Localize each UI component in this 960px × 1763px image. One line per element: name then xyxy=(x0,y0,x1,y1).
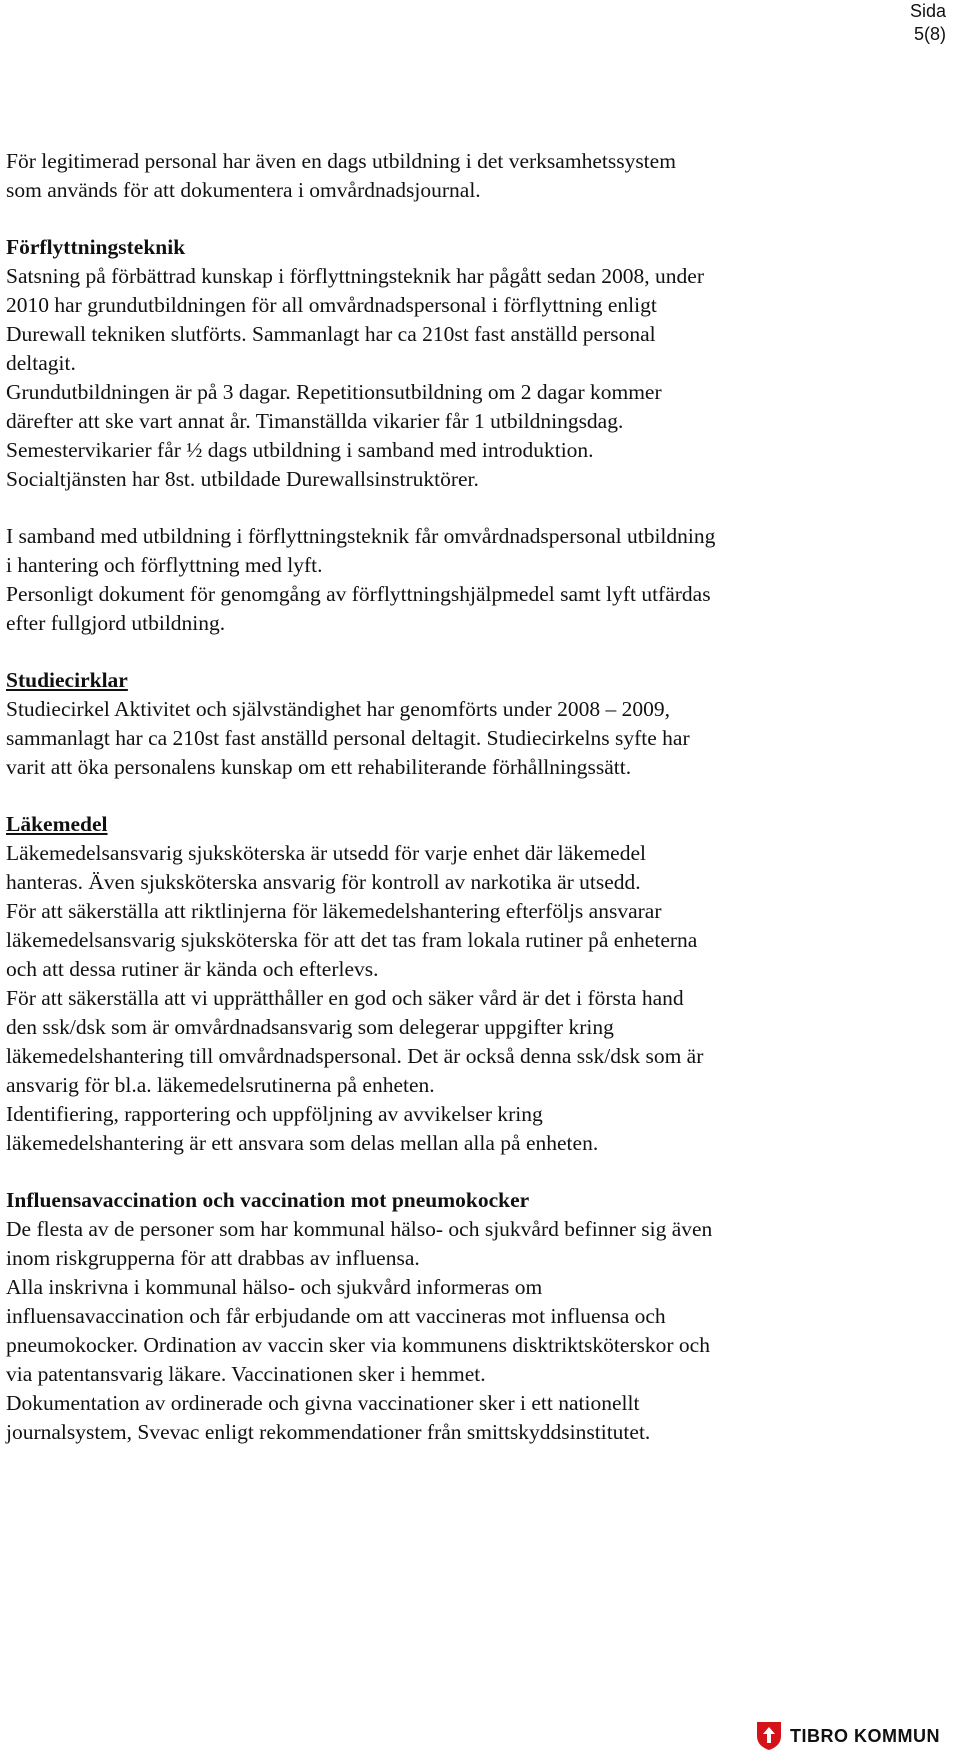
tibro-shield-icon xyxy=(756,1721,782,1751)
logo-text: TIBRO KOMMUN xyxy=(790,1725,940,1746)
text-line: För legitimerad personal har även en dags utbildning i det verksamhetssystem xyxy=(6,149,676,173)
text-line: Personligt dokument för genomgång av förflyttningshjälpmedel samt lyft utfärdas xyxy=(6,582,711,606)
section-heading: Läkemedel xyxy=(6,812,108,836)
text-line: Dokumentation av ordinerade och givna vaccinationer sker i ett nationellt xyxy=(6,1391,640,1415)
text-line: i hantering och förflyttning med lyft. xyxy=(6,553,323,577)
page-header xyxy=(910,0,946,46)
section-studiecirklar xyxy=(6,666,906,782)
text-line: Semestervikarier får ½ dags utbildning i samband med introduktion. xyxy=(6,438,594,462)
text-line: ansvarig för bl.a. läkemedelsrutinerna på enheten. xyxy=(6,1073,435,1097)
text-line: För att säkerställa att vi upprätthåller en god och säker vård är det i första hand xyxy=(6,986,684,1010)
text-line: och att dessa rutiner är kända och efterlevs. xyxy=(6,957,379,981)
text-line: pneumokocker. Ordination av vaccin sker via kommunens disktriktsköterskor och xyxy=(6,1333,710,1357)
text-line: den ssk/dsk som är omvårdnadsansvarig som delegerar uppgifter kring xyxy=(6,1015,614,1039)
text-line: Grundutbildningen är på 3 dagar. Repetitionsutbildning om 2 dagar kommer xyxy=(6,380,662,404)
text-line: deltagit. xyxy=(6,351,76,375)
page-number: 5(8) xyxy=(913,24,946,44)
text-line: 2010 har grundutbildningen för all omvårdnadspersonal i förflyttning enligt xyxy=(6,293,657,317)
text-line: Satsning på förbättrad kunskap i förflyttningsteknik har pågått sedan 2008, under xyxy=(6,264,704,288)
text-line: läkemedelshantering till omvårdnadspersonal. Det är också denna ssk/dsk som är xyxy=(6,1044,704,1068)
text-line: Studiecirkel Aktivitet och självständighet har genomförts under 2008 – 2009, xyxy=(6,697,670,721)
section-forflyttning xyxy=(6,233,906,638)
section-heading: Studiecirklar xyxy=(6,668,128,692)
section-heading: Influensavaccination och vaccination mot pneumokocker xyxy=(6,1188,530,1212)
text-line: Socialtjänsten har 8st. utbildade Durewallsinstruktörer. xyxy=(6,467,479,491)
text-line: influensavaccination och får erbjudande om att vaccineras mot influensa och xyxy=(6,1304,666,1328)
text-line: inom riskgrupperna för att drabbas av influensa. xyxy=(6,1246,420,1270)
text-line: Alla inskrivna i kommunal hälso- och sjukvård informeras om xyxy=(6,1275,543,1299)
text-line: Identifiering, rapportering och uppföljning av avvikelser kring xyxy=(6,1102,543,1126)
text-line: Durewall tekniken slutförts. Sammanlagt har ca 210st fast anställd personal xyxy=(6,322,656,346)
section-influensa xyxy=(6,1186,906,1447)
section-lakemedel xyxy=(6,810,906,1158)
intro-paragraph xyxy=(6,147,906,205)
text-line: därefter att ske vart annat år. Timanställda vikarier får 1 utbildningsdag. xyxy=(6,409,624,433)
footer-logo xyxy=(756,1721,940,1751)
text-line: Läkemedelsansvarig sjuksköterska är utsedd för varje enhet där läkemedel xyxy=(6,841,646,865)
text-line: efter fullgjord utbildning. xyxy=(6,611,226,635)
text-line: I samband med utbildning i förflyttningsteknik får omvårdnadspersonal utbildning xyxy=(6,524,716,548)
text-line: läkemedelsansvarig sjuksköterska för att det tas fram lokala rutiner på enheterna xyxy=(6,928,698,952)
text-line: De flesta av de personer som har kommunal hälso- och sjukvård befinner sig även xyxy=(6,1217,713,1241)
text-line: journalsystem, Svevac enligt rekommendationer från smittskyddsinstitutet. xyxy=(6,1420,651,1444)
text-line: läkemedelshantering är ett ansvara som delas mellan alla på enheten. xyxy=(6,1131,599,1155)
text-line: varit att öka personalens kunskap om ett rehabiliterande förhållningssätt. xyxy=(6,755,632,779)
text-line: via patentansvarig läkare. Vaccinationen sker i hemmet. xyxy=(6,1362,486,1386)
section-heading: Förflyttningsteknik xyxy=(6,235,186,259)
text-line: sammanlagt har ca 210st fast anställd personal deltagit. Studiecirkelns syfte har xyxy=(6,726,690,750)
text-line: För att säkerställa att riktlinjerna för läkemedelshantering efterföljs ansvarar xyxy=(6,899,662,923)
page-label: Sida xyxy=(909,1,946,21)
document-body xyxy=(6,147,906,1447)
text-line: som används för att dokumentera i omvårdnadsjournal. xyxy=(6,178,481,202)
text-line: hanteras. Även sjuksköterska ansvarig för kontroll av narkotika är utsedd. xyxy=(6,870,641,894)
